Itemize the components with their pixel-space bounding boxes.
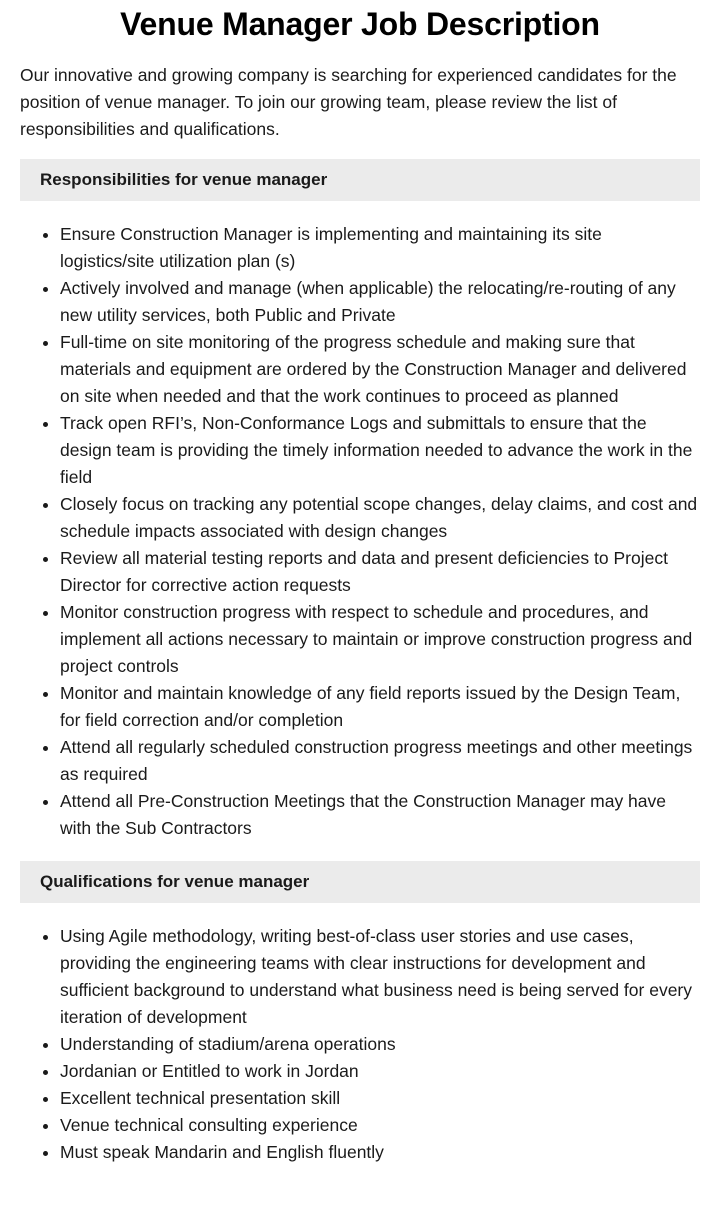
list-item: Using Agile methodology, writing best-of-class user stories and use cases, providing the engineering teams with clear instructions for development and sufficient background to understand what business need is being served for every iteration of development xyxy=(60,923,700,1031)
list-item: Track open RFI’s, Non-Conformance Logs and submittals to ensure that the design team is providing the timely information needed to advance the work in the field xyxy=(60,410,700,491)
list-item: Attend all regularly scheduled construction progress meetings and other meetings as required xyxy=(60,734,700,788)
qualifications-list xyxy=(20,923,700,1166)
list-item: Closely focus on tracking any potential scope changes, delay claims, and cost and schedule impacts associated with design changes xyxy=(60,491,700,545)
list-item: Venue technical consulting experience xyxy=(60,1112,700,1139)
list-item: Actively involved and manage (when applicable) the relocating/re-routing of any new utility services, both Public and Private xyxy=(60,275,700,329)
responsibilities-list xyxy=(20,221,700,842)
intro-paragraph: Our innovative and growing company is searching for experienced candidates for the position of venue manager. To join our growing team, please review the list of responsibilities and qualifications. xyxy=(20,65,677,139)
list-item: Review all material testing reports and data and present deficiencies to Project Director for corrective action requests xyxy=(60,545,700,599)
list-item: Attend all Pre-Construction Meetings that the Construction Manager may have with the Sub Contractors xyxy=(60,788,700,842)
list-item: Ensure Construction Manager is implementing and maintaining its site logistics/site utilization plan (s) xyxy=(60,221,700,275)
responsibilities-heading: Responsibilities for venue manager xyxy=(20,159,700,201)
list-item: Must speak Mandarin and English fluently xyxy=(60,1139,700,1166)
list-item: Full-time on site monitoring of the progress schedule and making sure that materials and equipment are ordered by the Construction Manager and delivered on site when needed and that the work continues to proceed as planned xyxy=(60,329,700,410)
list-item: Excellent technical presentation skill xyxy=(60,1085,700,1112)
qualifications-heading: Qualifications for venue manager xyxy=(20,861,700,903)
list-item: Monitor and maintain knowledge of any field reports issued by the Design Team, for field correction and/or completion xyxy=(60,680,700,734)
page-title: Venue Manager Job Description xyxy=(120,6,600,42)
list-item: Understanding of stadium/arena operations xyxy=(60,1031,700,1058)
list-item: Jordanian or Entitled to work in Jordan xyxy=(60,1058,700,1085)
list-item: Monitor construction progress with respect to schedule and procedures, and implement all actions necessary to maintain or improve construction progress and project controls xyxy=(60,599,700,680)
